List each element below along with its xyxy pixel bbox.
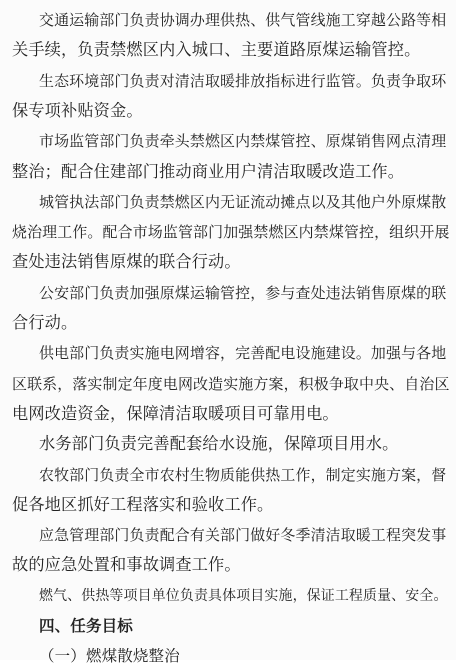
paragraph-market-line-2: 整治；配合住建部门推动商业用户清洁取暖改造工作。 [12, 161, 405, 181]
paragraph-power-line-2: 区联系，落实制定年度电网改造实施方案，积极争取中央、自治区 [12, 374, 450, 393]
paragraph-environment-line-2: 保专项补贴资金。 [12, 100, 143, 120]
paragraph-power-line-1: 供电部门负责实施电网增容，完善配电设施建设。加强与各地 [39, 344, 447, 363]
section-heading: 四、任务目标 [39, 617, 133, 635]
paragraph-emergency-line-2: 故的应急处置和事故调查工作。 [12, 555, 241, 575]
paragraph-police-line-2: 合行动。 [12, 313, 78, 332]
paragraph-environment-line-1: 生态环境部门负责对清洁取暖排放指标进行监管。负责争取环 [39, 71, 447, 90]
paragraph-transport-line-1: 交通运输部门负责协调办理供热、供气管线施工穿越公路等相 [39, 11, 447, 29]
subsection-heading: （一）燃煤散烧整治 [39, 647, 180, 666]
paragraph-urban-line-3: 查处违法销售原煤的联合行动。 [12, 252, 241, 272]
paragraph-urban-line-1: 城管执法部门负责禁燃区内无证流动摊点以及其他户外原煤散 [39, 192, 447, 211]
paragraph-police-line-1: 公安部门负责加强原煤运输管控，参与查处违法销售原煤的联 [39, 283, 447, 302]
paragraph-emergency-line-1: 应急管理部门负责配合有关部门做好冬季清洁取暖工程突发事 [39, 526, 447, 545]
paragraph-market-line-1: 市场监管部门负责牵头禁燃区内禁煤管控、原煤销售网点清理 [39, 132, 447, 151]
paragraph-project-units-line-1: 燃气、供热等项目单位负责具体项目实施，保证工程质量、安全。 [39, 587, 448, 604]
paragraph-water-line-1: 水务部门负责完善配套给水设施，保障项目用水。 [39, 434, 399, 454]
paragraph-transport-line-2: 关手续，负责禁燃区内入城口、主要道路原煤运输管控。 [12, 40, 421, 60]
paragraph-power-line-3: 电网改造资金，保障清洁取暖项目可靠用电。 [12, 403, 339, 423]
paragraph-urban-line-2: 烧治理工作。配合市场监管部门加强禁燃区内禁煤管控，组织开展 [12, 223, 450, 242]
paragraph-agriculture-line-2: 促各地区抓好工程落实和验收工作。 [12, 494, 274, 514]
paragraph-agriculture-line-1: 农牧部门负责全市农村生物质能供热工作，制定实施方案，督 [39, 465, 447, 484]
